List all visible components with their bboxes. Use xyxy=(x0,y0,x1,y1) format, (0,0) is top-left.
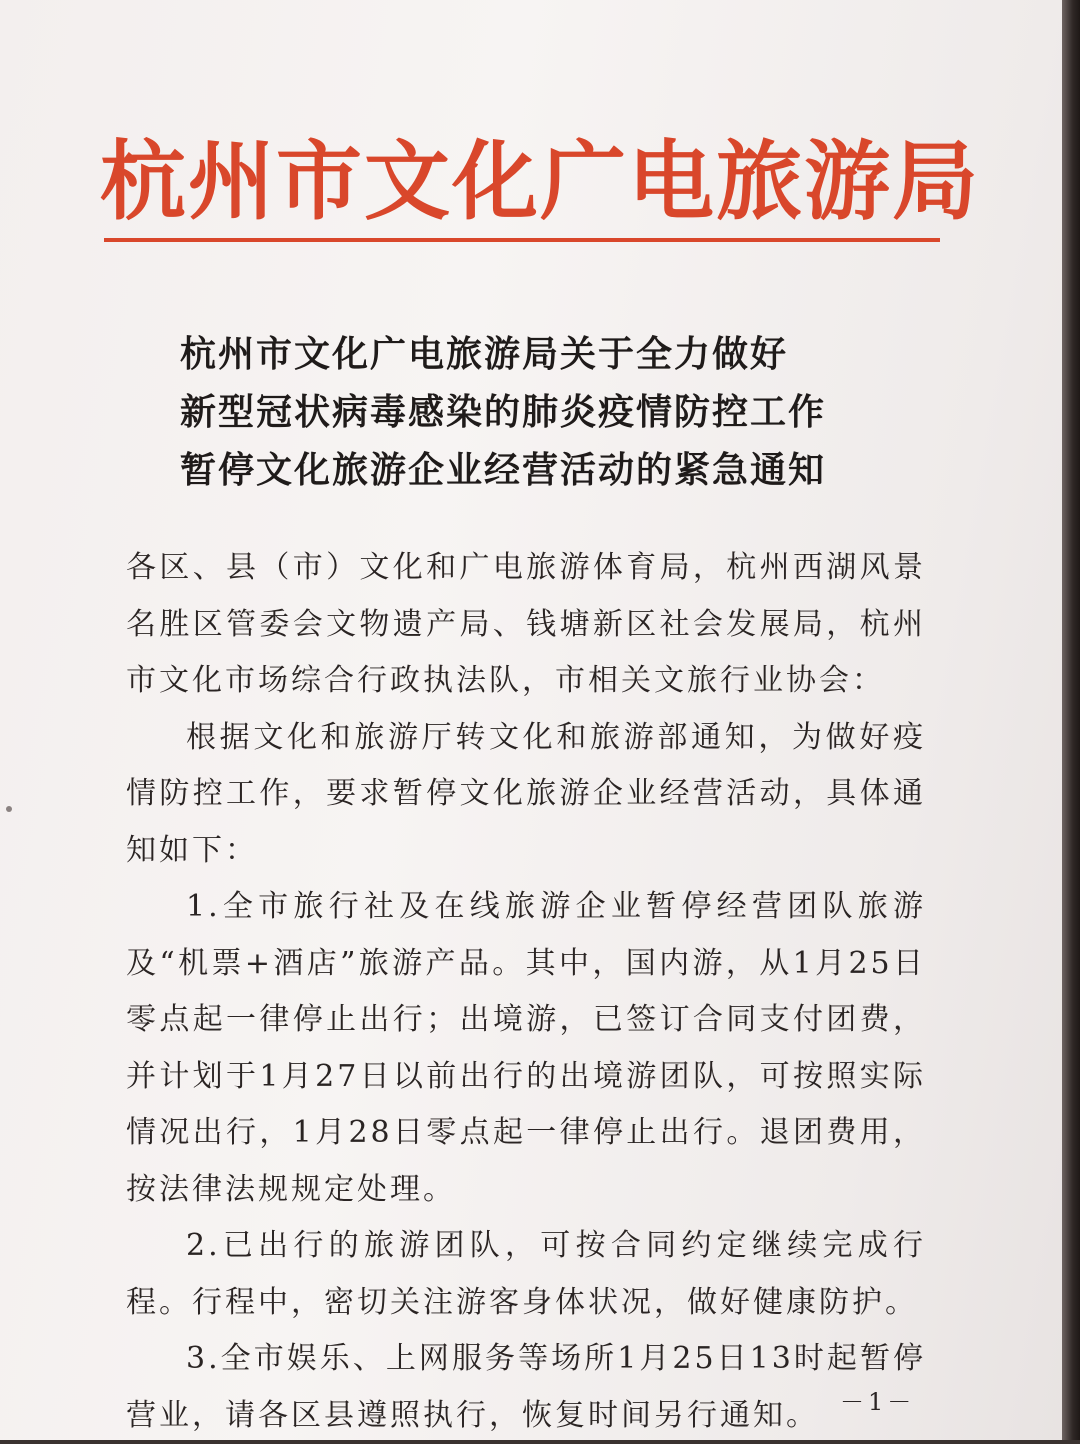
notice-title-line: 暂停文化旅游企业经营活动的紧急通知 xyxy=(180,450,827,491)
notice-title-line: 新型冠状病毒感染的肺炎疫情防控工作 xyxy=(180,392,827,433)
paper-speck xyxy=(6,806,12,812)
notice-title xyxy=(180,326,900,500)
background-edge xyxy=(1062,0,1080,1440)
letterhead-red-rule xyxy=(104,238,940,242)
notice-body xyxy=(126,540,926,1444)
page-number: －1－ xyxy=(840,1388,916,1416)
item-paragraph: 1.全市旅行社及在线旅游企业暂停经营团队旅游及“机票+酒店”旅游产品。其中，国内游，从1月25日零点起一律停止出行；出境游，已签订合同支付团费，并计划于1月27日以前出行的出境游团队，可按照实际情况出行，1月28日零点起一律停止出行。退团费用，按法律法规规定处理。 xyxy=(126,889,926,1207)
addressee-paragraph: 各区、县（市）文化和广电旅游体育局，杭州西湖风景名胜区管委会文物遗产局、钱塘新区社会发展局，杭州市文化市场综合行政执法队，市相关文旅行业协会： xyxy=(126,550,926,698)
notice-title-line: 杭州市文化广电旅游局关于全力做好 xyxy=(180,334,789,375)
item-paragraph: 2.已出行的旅游团队，可按合同约定继续完成行程。行程中，密切关注游客身体状况，做好健康防护。 xyxy=(126,1228,926,1320)
intro-paragraph: 根据文化和旅游厅转文化和旅游部通知，为做好疫情防控工作，要求暂停文化旅游企业经营活动，具体通知如下： xyxy=(126,719,926,868)
letterhead-title: 杭州市文化广电旅游局 xyxy=(100,131,980,232)
item-paragraph: 3.全市娱乐、上网服务等场所1月25日13时起暂停营业，请各区县遵照执行，恢复时间另行通知。 xyxy=(126,1341,926,1433)
